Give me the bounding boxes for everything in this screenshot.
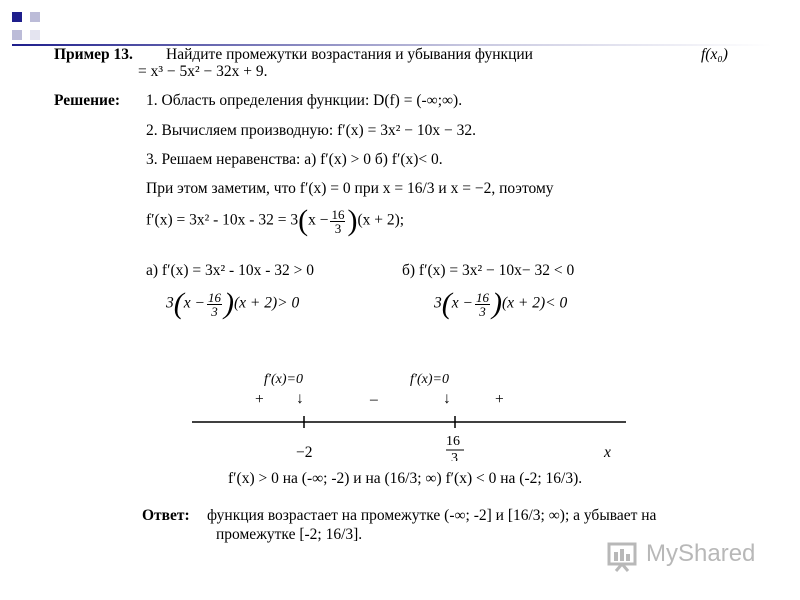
inequality-b-factored: 3(x − $\frac{16}{3}$ )(x + 2)< 0 [434,287,568,320]
note-roots: При этом заметим, что f′(x) = 0 при x = 16/3 и x = −2, поэтому [146,180,554,197]
critical-label-left: f′(x)=0 [264,372,303,387]
sign-minus-middle: – [370,391,378,408]
step-2: 2. Вычисляем производную: f′(x) = 3x² − 10x − 32. [146,122,476,139]
inequality-b: б) f′(x) = 3x² − 10x− 32 < 0 [402,262,575,279]
step-1: 1. Область определения функции: D(f) = (-∞;∞). [146,92,463,109]
factor-right: (x + 2); [357,211,405,229]
factor-left: f′(x) = 3x² - 10x - 32 = 3 [146,211,299,229]
arrow-down-left-icon: ↓ [296,390,304,407]
answer-line-1: функция возрастает на промежутке (-∞; -2] и [16/3; ∞); а убывает на [207,507,657,524]
fraction-b: $\frac{16}{3}$ [475,289,489,319]
solution-label: Решение: [54,92,121,109]
answer-line-2: промежутке [-2; 16/3]. [216,526,363,543]
critical-label-right: f′(x)=0 [410,372,449,387]
function-definition: = x³ − 5x² − 32x + 9. [138,63,268,80]
inequality-a: а) f′(x) = 3x² - 10x - 32 > 0 [146,262,314,279]
tick-label-minus-2: −2 [296,444,313,461]
example-label: Пример 13. [54,46,133,63]
fraction-16-3: $\frac{16}{3}$ [331,206,345,236]
close-paren: ) [347,204,358,237]
f-x0: f(x₀) [701,46,728,63]
answer-label: Ответ: [142,507,190,524]
tick-label-16: 16 [446,434,460,449]
sign-plus-right: + [495,391,504,408]
step-3: 3. Решаем неравенства: а) f′(x) > 0 б) f′(x)< 0. [146,151,443,168]
axis-x-label: x [604,444,611,461]
tick-label-3: 3 [451,452,458,461]
open-paren: ( [298,204,309,237]
sign-plus-left: + [255,391,264,408]
intervals-summary: f′(x) > 0 на (-∞; -2) и на (16/3; ∞) f′(x) < 0 на (-2; 16/3). [228,470,583,487]
factor-inner: x − [308,211,329,229]
fraction-a: $\frac{16}{3}$ [207,289,221,319]
example-text: Найдите промежутки возрастания и убывания функции [166,46,533,63]
inequality-a-factored: 3(x − $\frac{16}{3}$ )(x + 2)> 0 [166,287,300,320]
myshared-logo-text: MyShared [646,540,756,567]
myshared-logo-icon [606,536,642,572]
arrow-down-right-icon: ↓ [443,390,451,407]
